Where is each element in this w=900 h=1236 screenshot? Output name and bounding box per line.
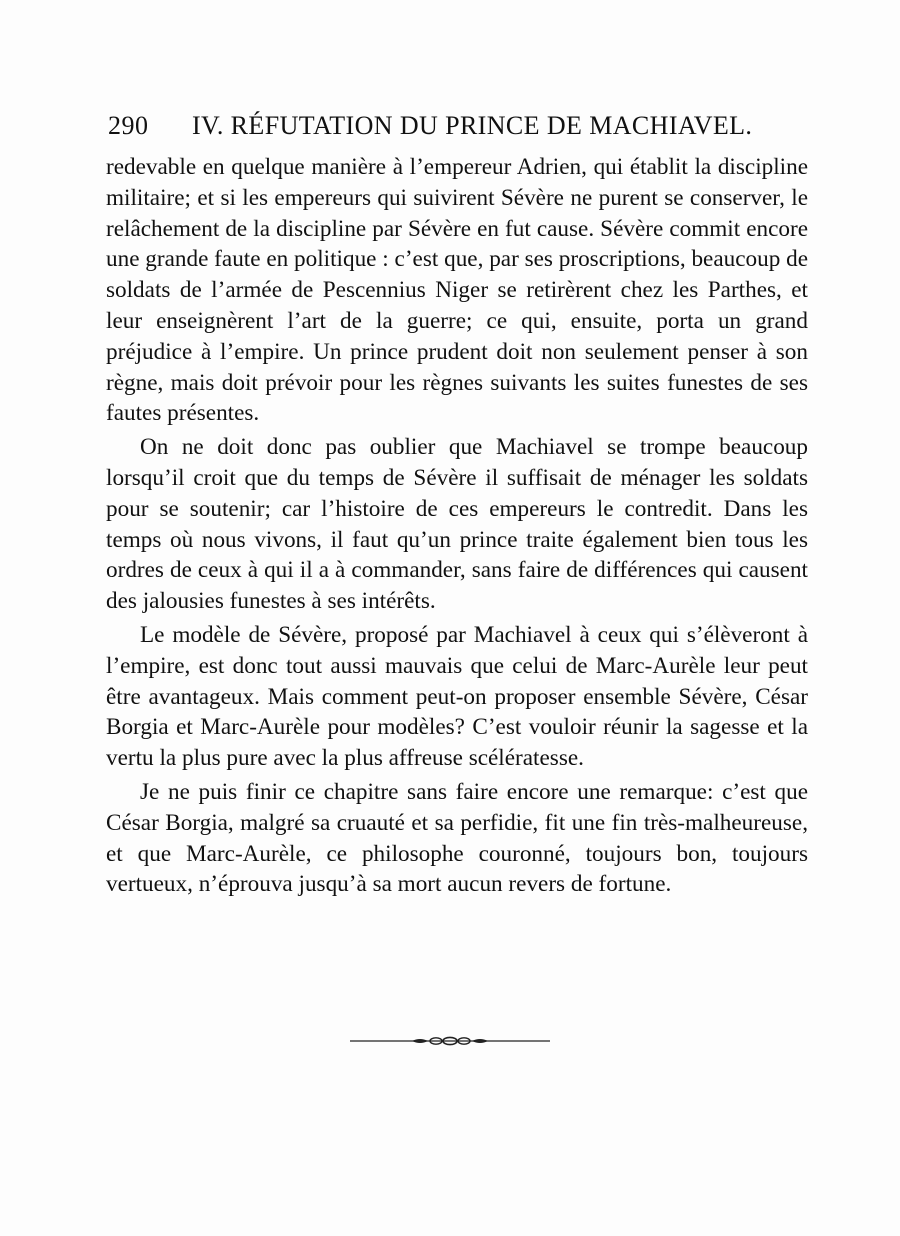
decorative-rule-icon <box>350 1034 550 1048</box>
paragraph-machiavel-error: On ne doit donc pas oublier que Machiavel se trompe beaucoup lorsqu’il croit que du temps de Sévère il suffisait de ménager les soldats pour se soutenir; car l’histoire de ces empereurs le contredit. Dans les temps où nous vivons, il faut qu’un prince traite également bien tous les ordres de ceux à qui il a à commander, sans faire de différences qui causent des jalousies funestes à ses intérêts. <box>106 434 808 615</box>
page-number: 290 <box>108 111 149 140</box>
running-head <box>108 106 808 146</box>
paragraph-final-remark: Je ne puis finir ce chapitre sans faire encore une remarque: c’est que César Borgia, malgré sa cruauté et sa perfidie, fit une fin très-malheureuse, et que Marc-Aurèle, ce philosophe couronné, toujours bon, toujours vertueux, n’éprouva jusqu’à sa mort aucun revers de fortune. <box>106 778 808 898</box>
chapter-title: IV. RÉFUTATION DU PRINCE DE MACHIAVEL. <box>192 111 753 140</box>
body-text <box>106 152 808 900</box>
paragraph-continuation: redevable en quelque manière à l’empereur Adrien, qui établit la discipline militaire; et si les empereurs qui suivirent Sévère ne purent se conserver, le relâchement de la discipline par Sévère en fut cause. Sévère commit encore une grande faute en politique : c’est que, par ses proscriptions, beaucoup de soldats de l’armée de Pescennius Niger se retirèrent chez les Parthes, et leur enseignèrent l’art de la guerre; ce qui, ensuite, porta un grand préjudice à l’empire. Un prince prudent doit non seulement penser à son règne, mais doit prévoir pour les règnes suivants les suites funestes de ses fautes présentes. <box>106 154 808 427</box>
paragraph-severe-model: Le modèle de Sévère, proposé par Machiavel à ceux qui s’élèveront à l’empire, est donc tout aussi mauvais que celui de Marc-Aurèle leur peut être avantageux. Mais comment peut-on proposer ensemble Sévère, César Borgia et Marc-Aurèle pour modèles? C’est vouloir réunir la sagesse et la vertu la plus pure avec la plus affreuse scélératesse. <box>106 621 808 772</box>
